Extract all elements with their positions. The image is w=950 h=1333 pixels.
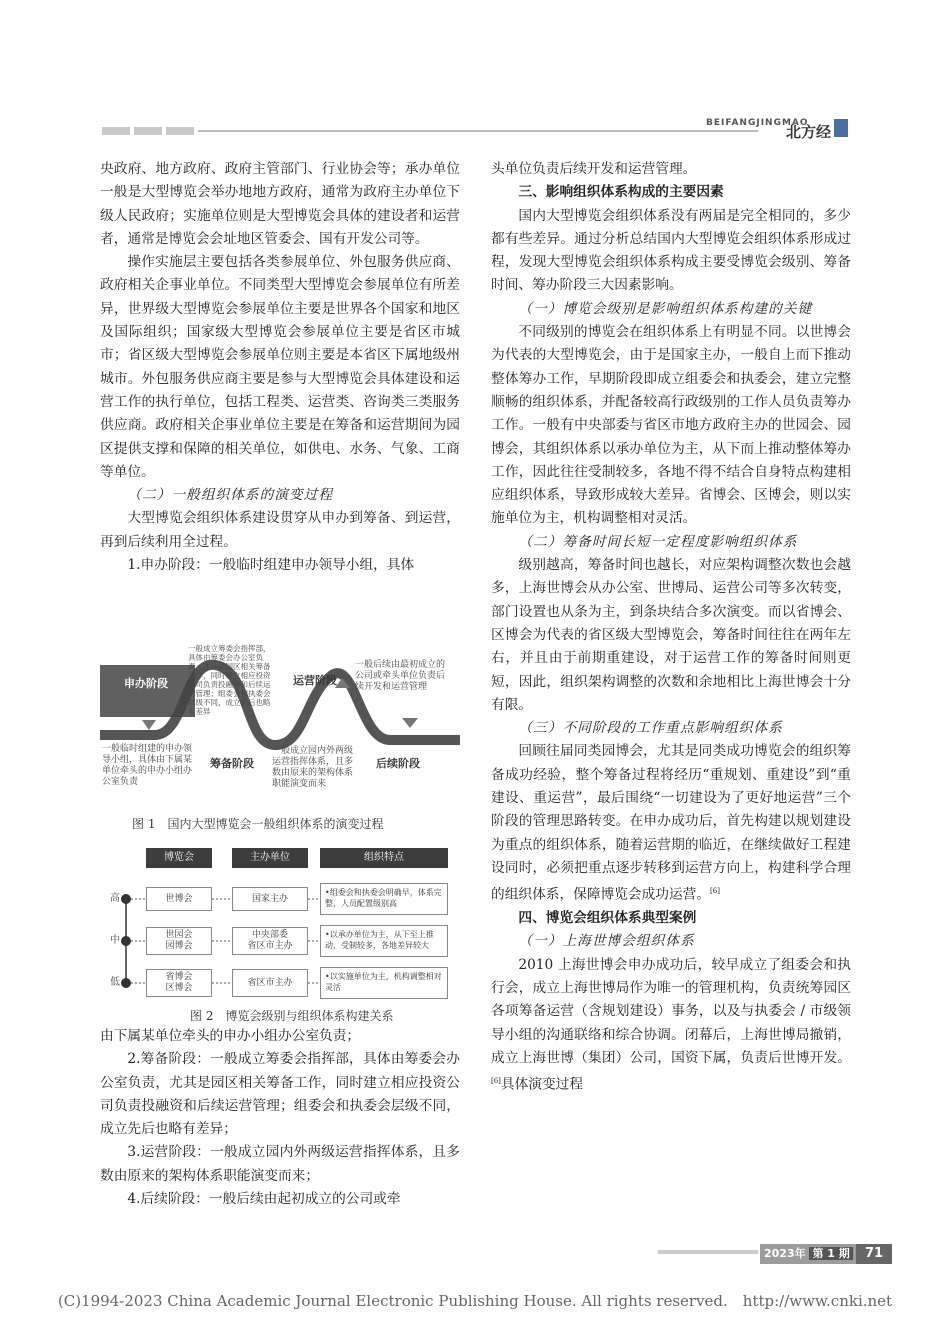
- right-column: [491, 158, 851, 1097]
- header-bar-4: [198, 130, 758, 132]
- stage-yunying: 运营阶段: [293, 674, 337, 687]
- reference-mark: [6]: [491, 1077, 501, 1086]
- paragraph: 国内大型博览会组织体系没有两届是完全相同的，多少都有些差异。通过分析总结国内大型博览会组织体系形成过程，发现大型博览会组织体系构成主要受博览会级别、筹备时间、筹办阶段三大因素影响。: [491, 207, 851, 294]
- arrow-down-icon: [142, 720, 156, 730]
- host-cell: 中央部委 省区市主办: [232, 927, 308, 955]
- fig2-header-host: 主办单位: [232, 848, 308, 868]
- section-heading: （二）一般组织体系的演变过程: [127, 487, 334, 504]
- level-mid: 中: [110, 935, 120, 946]
- level-dot: [121, 978, 131, 988]
- fig2-header-feature: 组织特点: [320, 848, 448, 868]
- paragraph: 4.后续阶段：一般后续由起初成立的公司或牵: [127, 1191, 401, 1208]
- subsection-heading: （一）博览会级别是影响组织体系构建的关键: [518, 300, 813, 317]
- paragraph-text: 2010 上海世博会申办成功后，较早成立了组委会和执行会，成立上海世博局作为唯一的管理机构，负责统筹园区各项筹备运营（含规划建设）事务，以及与执委会 / 市级领导小组的沟通联络和综合协调。闭幕后，上海世博局撤销，成立上海世博（集团）公司，国资下属，负责后世博开发。: [491, 956, 851, 1066]
- paragraph-text: 具体演变过程: [500, 1076, 584, 1093]
- host-cell: 国家主办: [232, 887, 308, 911]
- paragraph: [491, 954, 851, 1097]
- reference-mark: [6]: [710, 887, 720, 896]
- journal-name: 北方经: [786, 123, 832, 141]
- level-dot: [121, 894, 131, 904]
- paragraph: 由下属某单位牵头的申办小组办公室负责；: [100, 1028, 361, 1044]
- stage-houxu: 后续阶段: [376, 757, 420, 770]
- level-dot: [121, 936, 131, 946]
- host-cell: 省区市主办: [232, 969, 308, 997]
- arrow-down-icon: [402, 718, 418, 728]
- issue-number: 第 1 期: [809, 1247, 852, 1260]
- desc-houxu: 一般后续由最初成立的公司或牵头单位负责后续开发和运营管理: [355, 660, 446, 692]
- figure1-caption: 图 1 国内大型博览会一般组织体系的演变过程: [132, 817, 384, 831]
- subsection-heading: （一）上海世博会组织体系: [518, 933, 695, 950]
- subsection-heading: （三）不同阶段的工作重点影响组织体系: [518, 720, 783, 737]
- footer-bar: [658, 1250, 758, 1254]
- issue-year: 2023年: [764, 1247, 806, 1260]
- fig2-header-expo: 博览会: [146, 848, 212, 868]
- issue-label: [760, 1244, 856, 1264]
- subsection-heading: （二）筹备时间长短一定程度影响组织体系: [518, 533, 798, 550]
- paragraph: 头单位负责后续开发和运营管理。: [491, 161, 697, 177]
- paragraph: [491, 740, 851, 907]
- paragraph: 大型博览会组织体系建设贯穿从申办到筹备、到运营，再到后续利用全过程。: [100, 510, 460, 550]
- paragraph: 操作实施层主要包括各类参展单位、外包服务供应商、政府相关企事业单位。不同类型大型博览会参展单位有所差异，世界级大型博览会参展单位主要是世界各个国家和地区及国际组织；国家级大型博览会参展单位主要是省区市城市；省区级大型博览会参展单位则主要是本省区下属地级州城市。外包服务供应商主要是参与大型博览会具体建设和运营工作的执行单位，包括工程类、运营类、咨询类三类服务供应商。政府相关企事业单位主要是在筹备和运营期间为园区提供支撑和保障的相关单位，如供电、水务、气象、工商等单位。: [100, 254, 460, 480]
- header-bar-2: [134, 127, 162, 135]
- desc-shenban: 一般临时组建的申办领导小组，具体由下属某单位牵头的申办小组办公室负责: [102, 744, 193, 787]
- stage-block-shenban: [100, 665, 195, 717]
- stage-shenban: 申办阶段: [124, 677, 168, 690]
- journal-logo-box: [834, 119, 848, 137]
- page-number: 71: [856, 1244, 892, 1264]
- journal-pinyin: BEIFANGJINGMAO: [706, 118, 809, 128]
- expo-cell: 世博会: [146, 887, 212, 911]
- level-low: 低: [110, 977, 120, 988]
- paragraph: 2.筹备阶段：一般成立筹委会指挥部，具体由筹委会办公室负责，尤其是园区相关筹备工作，同时建立相应投资公司负责投融资和后续运营管理；组委会和执委会层级不同，成立先后也略有差异；: [100, 1051, 460, 1138]
- desc-choubei: 一般成立筹委会指挥部，具体由筹委会办公室负责，尤其是园区相关筹备工作，同时建立相应投资公司负责投融资和后续运营管理；组委会和执委会层级不同，成立先后也略有差异: [188, 644, 271, 716]
- left-column-bottom: [100, 1025, 460, 1211]
- stage-choubei: 筹备阶段: [210, 757, 254, 770]
- feature-cell: •以承办单位为主，从下至上推动，受制较多，各地差异较大: [320, 925, 448, 957]
- expo-cell: 世园会 园博会: [146, 927, 212, 955]
- section-heading: 三、影响组织体系构成的主要因素: [518, 184, 724, 201]
- paragraph: 3.运营阶段：一般成立园内外两级运营指挥体系，且多数由原来的架构体系职能演变而来；: [100, 1144, 460, 1184]
- figure2-caption: 图 2 博览会级别与组织体系构建关系: [190, 1009, 394, 1023]
- paragraph: 不同级别的博览会在组织体系上有明显不同。以世博会为代表的大型博览会，由于是国家主办，一般自上而下推动整体筹办工作，早期阶段即成立组委会和执委会，建立完整顺畅的组织体系，并配备较高行政级别的工作人员负责筹办工作。一般有中央部委与省区市地方政府主办的世园会、园博会，其组织体系以承办单位为主，从下而上推动整体筹办工作，因此往往受制较多，各地不得不结合自身特点构建相应组织体系，导致形成较大差异。省博会、区博会，则以实施单位为主，机构调整相对灵活。: [491, 324, 851, 527]
- header-bar-3: [166, 127, 194, 135]
- level-high: 高: [110, 893, 120, 904]
- expo-cell: 省博会 区博会: [146, 969, 212, 997]
- section-heading: 四、博览会组织体系典型案例: [518, 910, 697, 927]
- desc-yunying: 一般成立园内外两级运营指挥体系，且多数由原来的架构体系职能演变而来: [272, 746, 354, 789]
- left-column-top: [100, 158, 460, 577]
- feature-cell: •以实施单位为主，机构调整相对灵活: [320, 967, 448, 999]
- paragraph: 级别越高，筹备时间也越长，对应架构调整次数也会越多，上海世博会从办公室、世博局、运营公司等多次转变，部门设置也从条为主，到条块结合多次演变。而以省博会、区博会为代表的省区级大型博览会，筹备时间往往在两年左右，并且由于前期重建设，对于运营工作的筹备时间则更短，因此，组织架构调整的次数和余地相比上海世博会十分有限。: [491, 557, 851, 713]
- feature-cell: •组委会和执委会明确早，体系完整，人员配置级别高: [320, 883, 448, 915]
- copyright-footer: (C)1994-2023 China Academic Journal Electronic Publishing House. All rights reserved. http://www.cnki.net: [57, 1292, 893, 1310]
- paragraph: 央政府、地方政府、政府主管部门、行业协会等；承办单位一般是大型博览会举办地地方政府，通常为政府主办单位下级人民政府；实施单位则是大型博览会具体的建设者和运营者，通常是博览会会址地区管委会、国有开发公司等。: [100, 161, 460, 247]
- header-bar-1: [102, 127, 130, 135]
- paragraph: 1.申办阶段：一般临时组建申办领导小组，具体: [127, 557, 415, 574]
- paragraph-text: 回顾往届同类园博会，尤其是同类成功博览会的组织筹备成功经验，整个筹备过程将经历“重规划、重建设”到“重建设、重运营”，最后围绕“一切建设为了更好地运营”三个阶段的管理思路转变。在申办成功后，首先构建以规划建设为重点的组织体系，随着运营期的临近，在继续做好工程建设同时，必须把重点逐步转移到运营方向上，构建科学合理的组织体系，保障博览会成功运营。: [491, 743, 851, 903]
